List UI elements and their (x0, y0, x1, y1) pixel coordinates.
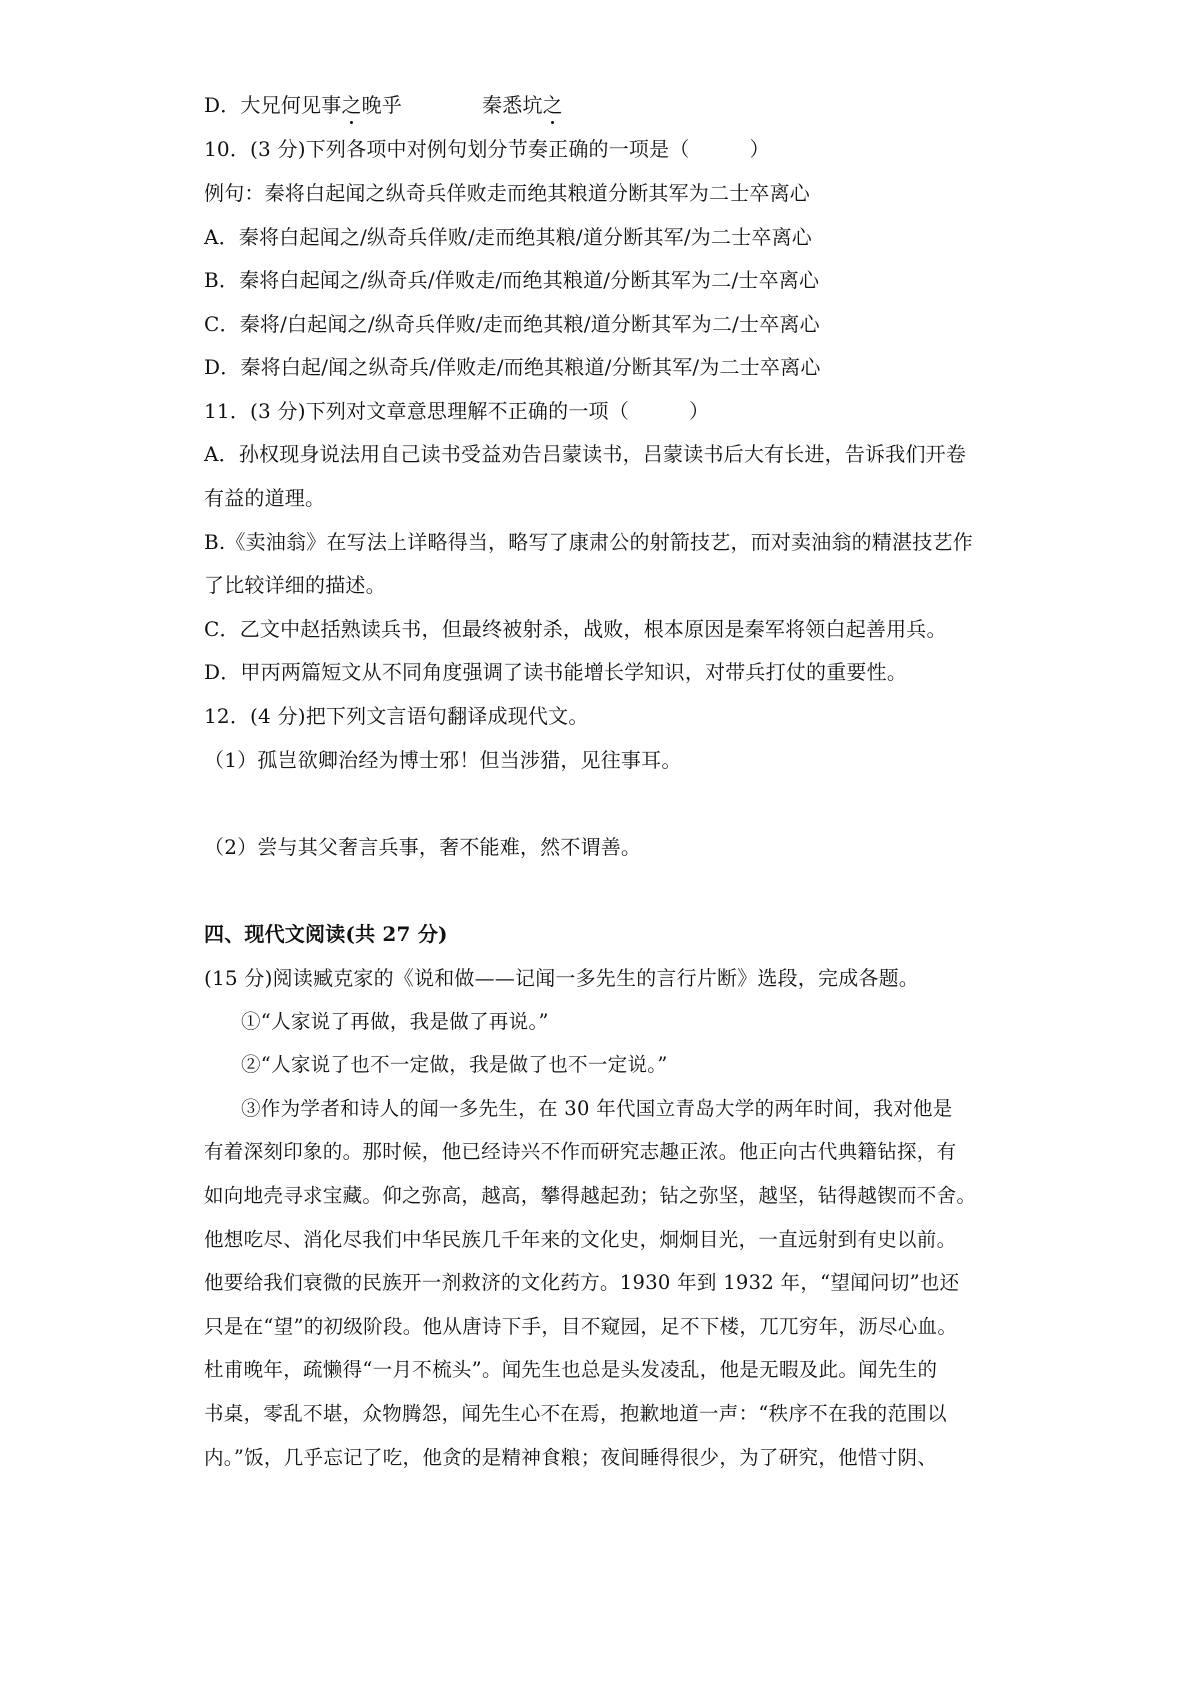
section-4-title: 四、现代文阅读(共 27 分) (204, 922, 448, 946)
q12-sentence-1: （1）孤岂欲卿治经为博士邪！但当涉猎，见往事耳。 (204, 748, 682, 772)
q10-option-b: B．秦将白起闻之/纵奇兵/佯败走/而绝其粮道/分断其军为二/士卒离心 (204, 268, 820, 292)
section-4-intro: (15 分)阅读臧克家的《说和做——记闻一多先生的言行片断》选段，完成各题。 (204, 966, 920, 990)
passage-paragraph-3-line: 他想吃尽、消化尽我们中华民族几千年来的文化史，炯炯目光，一直远射到有史以前。 (204, 1228, 957, 1251)
q10-stem (204, 134, 770, 164)
q10-stem-text: 10．(3 分)下列各项中对例句划分节奏正确的一项是（ (204, 137, 690, 161)
passage-paragraph-3-line: 杜甫晚年，疏懒得“一月不梳头”。闻先生也总是头发凌乱，他是无暇及此。闻先生的 (204, 1358, 938, 1381)
q11-stem-text: 11．(3 分)下列对文章意思理解不正确的一项（ (204, 399, 629, 423)
q9-option-d (204, 90, 563, 120)
passage-paragraph-3-line: 只是在“望”的初级阶段。他从唐诗下手，目不窥园，足不下楼，兀兀穷年，沥尽心血。 (204, 1315, 958, 1338)
q11-option-d: D．甲丙两篇短文从不同角度强调了读书能增长学知识，对带兵打仗的重要性。 (204, 660, 908, 684)
passage-paragraph-3-line: 如向地壳寻求宝藏。仰之弥高，越高，攀得越起劲；钻之弥坚，越坚，钻得越锲而不舍。 (204, 1184, 977, 1207)
q10-option-d: D．秦将白起/闻之纵奇兵/佯败走/而绝其粮道/分断其军/为二士卒离心 (204, 355, 821, 379)
q12-stem: 12．(4 分)把下列文言语句翻译成现代文。 (204, 704, 589, 728)
q11-option-b-line2: 了比较详细的描述。 (204, 573, 386, 597)
q10-example: 例句：秦将白起闻之纵奇兵佯败走而绝其粮道分断其军为二士卒离心 (204, 181, 810, 205)
q10-stem-close: ） (749, 137, 770, 161)
q11-option-a-line1: A．孙权现身说法用自己读书受益劝告吕蒙读书，吕蒙读书后大有长进，告诉我们开卷 (204, 442, 967, 466)
q10-option-c: C．秦将/白起闻之/纵奇兵佯败/走而绝其粮/道分断其军为二/士卒离心 (204, 312, 820, 336)
passage-paragraph-1: ①“人家说了再做，我是做了再说。” (241, 1010, 549, 1033)
passage-paragraph-3-line: 内。”饭，几乎忘记了吃，他贪的是精神食粮；夜间睡得很少，为了研究，他惜寸阴、 (204, 1446, 938, 1469)
q9-d-left-tail: 晚乎 (361, 93, 403, 117)
passage-paragraph-3-line: 有着深刻印象的。那时候，他已经诗兴不作而研究志趣正浓。他正向古代典籍钻探，有 (204, 1140, 957, 1163)
q12-sentence-2: （2）尝与其父奢言兵事，奢不能难，然不谓善。 (204, 835, 642, 859)
passage-paragraph-2: ②“人家说了也不一定做，我是做了也不一定说。” (241, 1053, 668, 1076)
q11-option-c: C．乙文中赵括熟读兵书，但最终被射杀，战败，根本原因是秦军将领白起善用兵。 (204, 617, 947, 641)
q11-option-a-line2: 有益的道理。 (204, 486, 326, 510)
passage-paragraph-3-line: 书桌，零乱不堪，众物腾怨，闻先生心不在焉，抱歉地道一声：“秩序不在我的范围以 (204, 1402, 947, 1425)
emphasis-dot-char: 之 (341, 90, 361, 120)
q11-option-b-line1: B.《卖油翁》在写法上详略得当，略写了康肃公的射箭技艺，而对卖油翁的精湛技艺作 (204, 530, 973, 554)
q11-stem (204, 396, 709, 426)
q9-d-left-text: D．大兄何见事 (204, 93, 342, 117)
q9-d-right-text: 秦悉坑 (482, 93, 543, 117)
q11-stem-close: ） (688, 399, 710, 423)
q10-option-a: A．秦将白起闻之/纵奇兵佯败/走而绝其粮/道分断其军/为二士卒离心 (204, 225, 812, 249)
emphasis-dot-char: 之 (543, 90, 563, 120)
passage-paragraph-3-line: ③作为学者和诗人的闻一多先生，在 30 年代国立青岛大学的两年时间，我对他是 (241, 1097, 953, 1120)
passage-paragraph-3-line: 他要给我们衰微的民族开一剂救济的文化药方。1930 年到 1932 年，“望闻问切”也还 (204, 1271, 960, 1294)
